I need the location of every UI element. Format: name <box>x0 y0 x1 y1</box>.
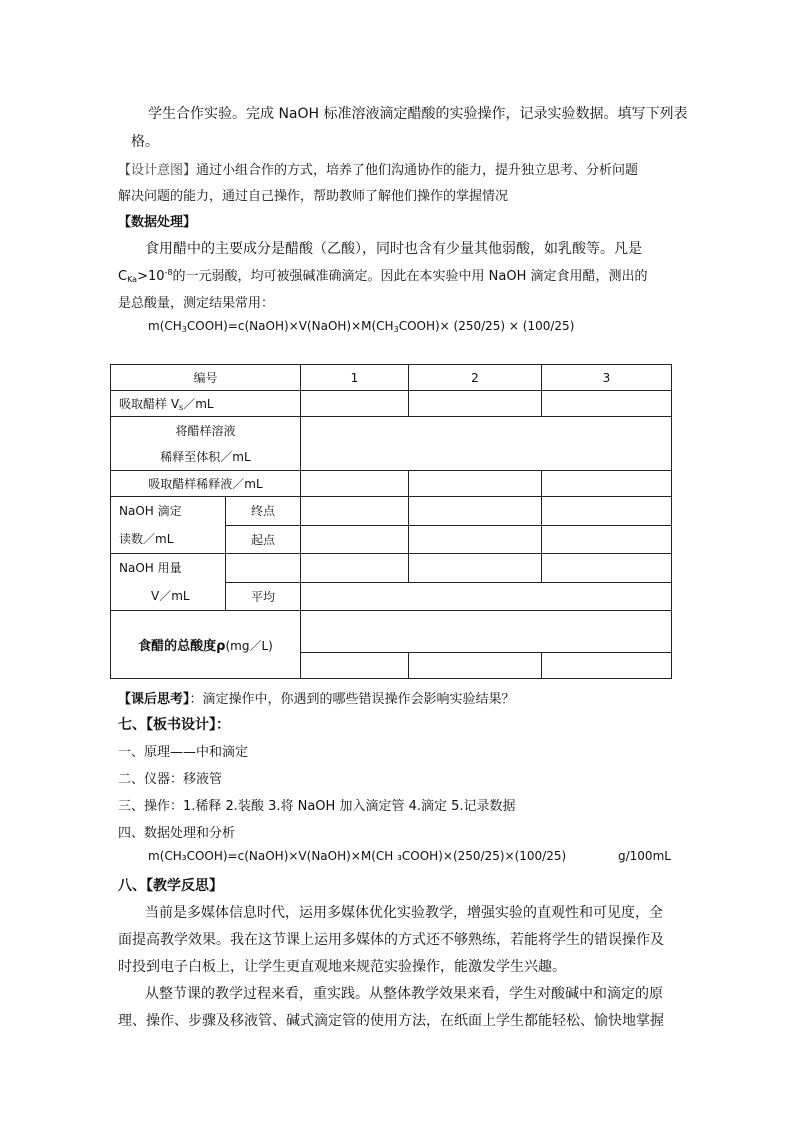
header-label-cell: 编号 <box>111 365 301 391</box>
board-item-2: 二、仪器：移液管 <box>118 772 223 787</box>
data-cell[interactable] <box>301 417 672 471</box>
reflection-p2-line-1: 从整节课的教学过程来看，重实践。从整体教学效果来看，学生对酸碱中和滴定的原 <box>145 986 663 1002</box>
board-heading: 七、【板书设计】： <box>118 717 230 733</box>
average-label: 平均 <box>226 582 301 611</box>
data-cell[interactable] <box>301 554 409 583</box>
table-row <box>111 497 672 526</box>
sample-label-text: 吸取醋样 V <box>119 397 180 411</box>
dilute-label-2: 稀释至体积／mL <box>160 449 251 464</box>
sample-label-sub: s <box>179 403 184 412</box>
design-intent-line-2: 解决问题的能力，通过自己操作，帮助教师了解他们操作的掌握情况 <box>118 189 509 204</box>
data-processing-heading: 【数据处理】 <box>118 215 197 230</box>
ck-exponent: -8 <box>164 268 173 277</box>
reflection-p1-line-2: 面提高教学效果。我在这节课上运用多媒体的方式还不够熟练，若能将学生的错误操作及 <box>118 932 664 948</box>
total-acidity-text: 食醋的总酸度ρ <box>138 639 226 654</box>
titration-data-table <box>110 364 672 679</box>
data-processing-para-line-2 <box>118 265 647 284</box>
formula-part-b: COOH)=c(NaOH)×V(NaOH)×M(CH <box>186 319 394 333</box>
after-class-line <box>118 688 515 707</box>
end-point-label: 终点 <box>226 497 301 526</box>
data-cell[interactable] <box>301 525 409 554</box>
reflection-p2-line-2: 理、操作、步骤及移液管、碱式滴定管的使用方法，在纸面上学生都能轻松、愉快地掌握 <box>118 1013 664 1029</box>
table-row <box>111 417 672 471</box>
reflection-p1-line-1: 当前是多媒体信息时代，运用多媒体优化实验教学，增强实验的直观性和可见度，全 <box>145 905 663 921</box>
ck-subscript: Ka <box>127 275 138 284</box>
naoh-used-1: NaOH 用量 <box>119 561 182 575</box>
data-processing-para-line-3: 是总酸量，测定结果常用： <box>118 296 275 311</box>
dilute-volume-label <box>111 417 301 471</box>
naoh-reading-label <box>111 497 226 554</box>
data-cell[interactable] <box>301 611 672 653</box>
after-class-label: 【课后思考】 <box>118 692 190 707</box>
data-cell[interactable] <box>226 554 301 583</box>
data-cell[interactable] <box>409 471 542 497</box>
board-item-4: 四、数据处理和分析 <box>118 826 236 841</box>
data-cell[interactable] <box>542 525 672 554</box>
data-cell[interactable] <box>542 554 672 583</box>
data-cell[interactable] <box>301 497 409 526</box>
data-cell[interactable] <box>542 653 672 679</box>
header-col-3: 3 <box>542 365 672 391</box>
data-cell[interactable] <box>409 391 542 417</box>
after-class-text: ：滴定操作中，你遇到的哪些错误操作会影响实验结果？ <box>189 692 515 707</box>
intro-line-1: 学生合作实验。完成 NaOH 标准溶液滴定醋酸的实验操作，记录实验数据。填写下列表 <box>148 106 688 122</box>
table-row <box>111 554 672 583</box>
data-cell[interactable] <box>301 582 672 611</box>
data-cell[interactable] <box>301 471 409 497</box>
table-row <box>111 365 672 391</box>
reflection-heading: 八、【教学反思】 <box>118 878 223 894</box>
data-cell[interactable] <box>301 653 409 679</box>
data-cell[interactable] <box>409 525 542 554</box>
result-formula <box>148 319 574 334</box>
design-intent-label: 【设计意图】 <box>118 163 197 178</box>
dilute-label-1: 将醋样溶液 <box>175 423 236 438</box>
sample-label-unit: ／mL <box>183 397 214 411</box>
naoh-used-2: V／mL <box>151 589 190 603</box>
para-line-2-rest: 的一元弱酸，均可被强碱准确滴定。因此在本实验中用 NaOH 滴定食用醋，测出的 <box>172 269 648 284</box>
formula-sub-2: 3 <box>393 325 399 334</box>
naoh-used-label <box>111 554 226 611</box>
design-intent-text-1: 通过小组合作的方式，培养了他们沟通协作的能力，提升独立思考、分析问题 <box>196 163 639 178</box>
board-item-3: 三、操作：1.稀释 2.装酸 3.将 NaOH 加入滴定管 4.滴定 5.记录数据 <box>118 799 516 814</box>
data-cell[interactable] <box>409 554 542 583</box>
data-cell[interactable] <box>542 497 672 526</box>
naoh-read-1: NaOH 滴定 <box>119 504 182 518</box>
data-cell[interactable] <box>409 497 542 526</box>
design-intent-line-1 <box>118 159 638 178</box>
ck-symbol: C <box>118 269 128 284</box>
header-col-2: 2 <box>409 365 542 391</box>
data-cell[interactable] <box>542 471 672 497</box>
start-point-label: 起点 <box>226 525 301 554</box>
data-cell[interactable] <box>409 653 542 679</box>
total-acidity-unit: (mg／L) <box>225 639 273 653</box>
data-cell[interactable] <box>301 391 409 417</box>
formula-part-c: COOH)× (250/25) × (100/25) <box>398 319 575 333</box>
board-item-1: 一、原理——中和滴定 <box>118 745 249 760</box>
intro-line-2: 格。 <box>131 134 159 150</box>
table-row <box>111 611 672 653</box>
board-formula: m(CH₃COOH)=c(NaOH)×V(NaOH)×M(CH ₃COOH)×(250/25)×(100/25) <box>148 849 567 863</box>
header-col-1: 1 <box>301 365 409 391</box>
naoh-read-2: 读数／mL <box>119 532 174 546</box>
reflection-p1-line-3: 时投到电子白板上，让学生更直观地来规范实验操作，能激发学生兴趣。 <box>118 959 566 975</box>
table-row <box>111 471 672 497</box>
data-processing-para-line-1: 食用醋中的主要成分是醋酸（乙酸），同时也含有少量其他弱酸，如乳酸等。凡是 <box>145 241 642 257</box>
board-formula-unit: g/100mL <box>618 849 671 863</box>
ck-value: >10 <box>137 269 165 284</box>
table-row <box>111 391 672 417</box>
sample-volume-label <box>111 391 301 417</box>
data-cell[interactable] <box>542 391 672 417</box>
formula-part-a: m(CH <box>148 319 182 333</box>
total-acidity-label <box>111 611 301 679</box>
formula-sub-1: 3 <box>181 325 187 334</box>
draw-diluted-label: 吸取醋样稀释液／mL <box>111 471 301 497</box>
